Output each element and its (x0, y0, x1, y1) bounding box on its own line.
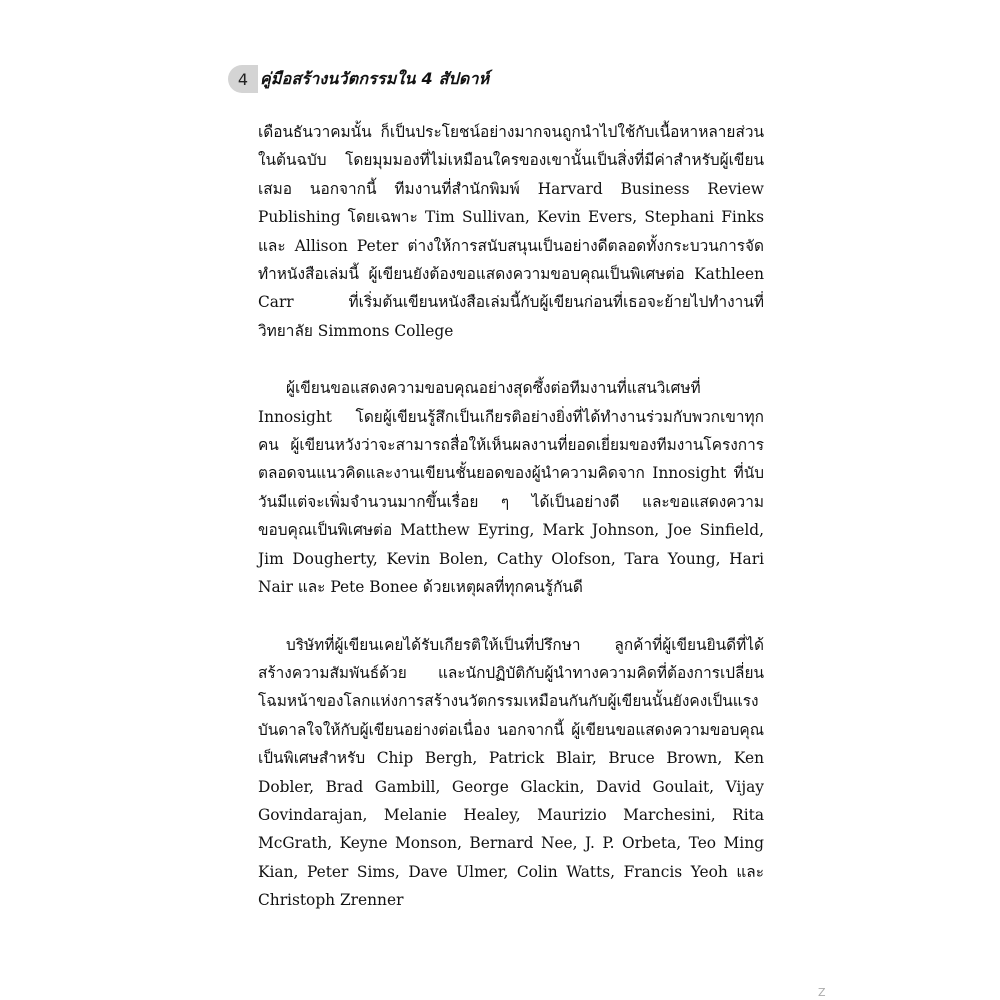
paragraph-3: บริษัทที่ผู้เขียนเคยได้รับเกียรติให้เป็นที่ปรึกษา ลูกค้าที่ผู้เขียนยินดีที่ได้สร้างความสัมพันธ์ด้วย และนักปฏิบัติกับผู้นำทางความคิดที่ต้องการเปลี่ยนโฉมหน้าของโลกแห่งการสร้างนวัตกรรมเหมือนกันกับผู้เขียนนั้นยังคงเป็นแรงบันดาลใจให้กับผู้เขียนอย่างต่อเนื่อง นอกจากนี้ ผู้เขียนขอแสดงความขอบคุณเป็นพิเศษสำหรับ Chip Bergh, Patrick Blair, Bruce Brown, Ken Dobler, Brad Gambill, George Glackin, David Goulait, Vijay Govindarajan, Melanie Healey, Maurizio Marchesini, Rita McGrath, Keyne Monson, Bernard Nee, J. P. Orbeta, Teo Ming Kian, Peter Sims, Dave Ulmer, Colin Watts, Francis Yeoh และ Christoph Zrenner (258, 635, 764, 910)
running-header (228, 64, 489, 94)
paragraph-2: ผู้เขียนขอแสดงความขอบคุณอย่างสุดซึ้งต่อทีมงานที่แสนวิเศษที่ Innosight โดยผู้เขียนรู้สึกเป็นเกียรติอย่างยิ่งที่ได้ทำงานร่วมกับพวกเขาทุกคน ผู้เขียนหวังว่าจะสามารถสื่อให้เห็นผลงานที่ยอดเยี่ยมของทีมงานโครงการ ตลอดจนแนวคิดและงานเขียนชั้นยอดของผู้นำความคิดจาก Innosight ที่นับวันมีแต่จะเพิ่มจำนวนมากขึ้นเรื่อย ๆ ได้เป็นอย่างดี และขอแสดงความขอบคุณเป็นพิเศษต่อ Matthew Eyring, Mark Johnson, Joe Sinfield, Jim Dougherty, Kevin Bolen, Cathy Olofson, Tara Young, Hari Nair และ Pete Bonee ด้วยเหตุผลที่ทุกคนรู้กันดี (258, 379, 764, 597)
corner-mark: Z (818, 986, 826, 999)
body-text (258, 118, 764, 915)
paragraph-1: เดือนธันวาคมนั้น ก็เป็นประโยชน์อย่างมากจนถูกนำไปใช้กับเนื้อหาหลายส่วนในต้นฉบับ โดยมุมมองที่ไม่เหมือนใครของเขานั้นเป็นสิ่งที่มีค่าสำหรับผู้เขียนเสมอ นอกจากนี้ ทีมงานที่สำนักพิมพ์ Harvard Business Review Publishing โดยเฉพาะ Tim Sullivan, Kevin Evers, Stephani Finks และ Allison Peter ต่างให้การสนับสนุนเป็นอย่างดีตลอดทั้งกระบวนการจัดทำหนังสือเล่มนี้ ผู้เขียนยังต้องขอแสดงความขอบคุณเป็นพิเศษต่อ Kathleen Carr ที่เริ่มต้นเขียนหนังสือเล่มนี้กับผู้เขียนก่อนที่เธอจะย้ายไปทำงานที่วิทยาลัย Simmons College (258, 123, 764, 340)
book-title: คู่มือสร้างนวัตกรรมใน 4 สัปดาห์ (260, 68, 490, 88)
page-number: 4 (228, 65, 258, 93)
